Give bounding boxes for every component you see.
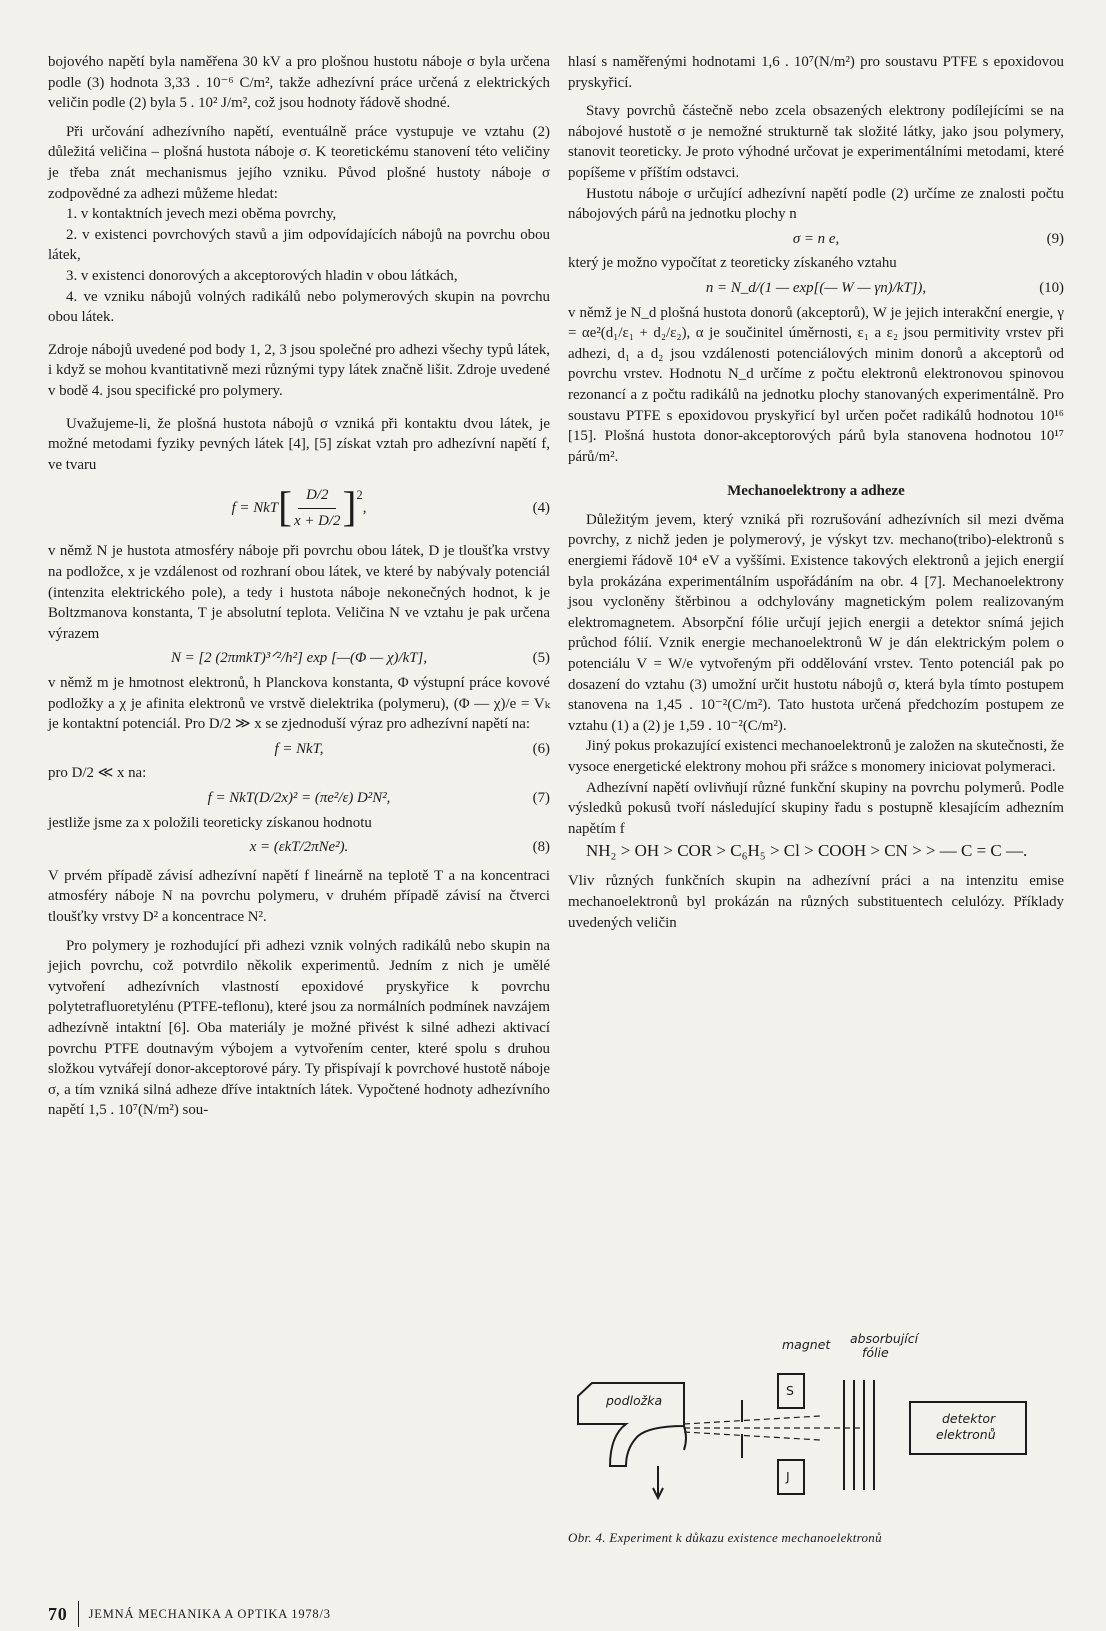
equation-5 — [48, 648, 550, 669]
section-heading: Mechanoelektrony a adheze — [727, 483, 905, 500]
list-item: 3. v existenci donorových a akceptorových hladin v obou látkách, — [66, 267, 458, 284]
paragraph: Hustotu náboje σ určující adhezívní napětí podle (2) určíme ze znalosti počtu nábojových párů na jednotku plochy n — [568, 185, 1064, 223]
equation-number: (10) — [1039, 279, 1064, 296]
list-item: 2. v existenci povrchových stavů a jim odpovídajících nábojů na povrchu obou látek, — [48, 226, 550, 264]
footer-divider — [78, 1601, 79, 1627]
paragraph: Zdroje nábojů uvedené pod body 1, 2, 3 jsou společné pro adhezi všechy typů látek, i když se mohou kvantitativně mezi různými typy látek značně lišit. Zdroje uvedené v bodě 4. jsou specifické pro polymery. — [48, 341, 550, 399]
label-substrate: podložka — [606, 1393, 663, 1408]
eq4-denominator: x + D/2 — [294, 512, 341, 529]
figure-caption: Obr. 4. Experiment k důkazu existence mechanoelektronů — [568, 1530, 882, 1545]
equation-body: n = N_d/(1 — exp[(— W — γn)/kT]), — [705, 279, 927, 296]
beam-ray-upper — [684, 1416, 820, 1424]
equation-body: x = (εkT/2πNe²). — [249, 839, 349, 856]
paragraph: jestliže jsme za x položili teoreticky získanou hodnotu — [48, 814, 372, 831]
equation-body: σ = n e, — [792, 230, 840, 247]
paragraph: Při určování adhezívního napětí, eventuálně práce vystupuje ve vztahu (2) důležitá veličina – plošná hustota náboje σ. K teoretickému stanovení této veličiny je třeba znát mechanismus jejího vzniku. Původ plošné hustoty náboje σ zodpovědné za adhezi můžeme hledat: — [48, 123, 550, 202]
paragraph: v němž m je hmotnost elektronů, h Planckova konstanta, Φ výstupní práce kovové podložky a χ je afinita elektronů ve vrstvě dielektrika (polymeru), (Φ — χ)/e = Vₖ je kontaktní potenciál. Pro D/2 ≫ x se zjednoduší výraz pro adhezívní napětí na: — [48, 675, 550, 733]
equation-7 — [48, 788, 550, 809]
equation-number: (5) — [532, 650, 550, 667]
paragraph: Důležitým jevem, který vzniká při rozrušování adhezívních sil mezi dvěma povrchy, z nichž jeden je polymerový, je výskyt tzv. mechano(tribo)-elektronů s energiemi řádově 10⁴ eV a vyššími. Existence takových elektronů a jejich energií byla prokázána experimentálním uspořádáním na obr. 4 [7]. Mechanoelektrony jsou vycloněny štěrbinou a odchylovány magnetickým polem realizovaným elektromagnetem. Absorpční fólie určují jejich energii a detektor snímá jejich průchod fólií. Vznik energie mechanoelektronů W je dán elektrickým polem o potenciálu V = W/e vytvořeným při oddělování vrstev. Tento potenciál pak po dosazení do vztahu (3) umožní určit hustotu nábojů σ, která byla tímto postupem stanovena na 1,45 . 10⁻²(C/m²). Tato hustota určená předchozím postupem ze vztahu (1) a (2) je 1,59 . 10⁻²(C/m²). — [568, 511, 1064, 734]
list-item: 1. v kontaktních jevech mezi oběma povrchy, — [66, 206, 337, 223]
paragraph: bojového napětí byla naměřena 30 kV a pro plošnou hustotu náboje σ byla určena podle (3) hodnota 3,33 . 10⁻⁶ C/m², takže adhezívní práce určená z elektrických veličin podle (2) byla 5 . 10² J/m², což jsou hodnoty řádově shodné. — [48, 54, 550, 112]
right-column — [568, 52, 1064, 933]
functional-group-series: NH₂ > OH > COR > C₆H₅ > Cl > COOH > CN > > — C = C —. — [586, 841, 1028, 861]
equation-10 — [568, 278, 1064, 299]
label-detector-2: elektronů — [936, 1427, 996, 1442]
eq4-lhs: f = NkT — [231, 500, 279, 517]
equation-number: (4) — [532, 500, 550, 517]
paragraph: pro D/2 ≪ x na: — [48, 765, 147, 782]
numbered-list — [48, 204, 550, 328]
label-foils: absorbující — [850, 1331, 919, 1346]
magnet-pole-south — [778, 1460, 804, 1494]
paragraph: Uvažujeme-li, že plošná hustota nábojů σ vzniká při kontaktu dvou látek, je možné metodami fyziky pevných látek [4], [5] získat vztah pro adhezívní napětí f, ve tvaru — [48, 415, 550, 473]
paragraph: Stavy povrchů částečně nebo zcela obsazených elektrony podílejícími se na nábojové hustotě σ je nemožné strukturně tak složité látky, jako jsou polymery, stanovit teoreticky. Je proto výhodné určovat je experimentálními metodami, které popíšeme v příštím odstavci. — [568, 103, 1064, 181]
equation-6 — [48, 739, 550, 760]
paragraph: Vliv různých funkčních skupin na adhezívní práci a na intenzitu emise mechanoelektronů byl prokázán na různých substituentech celulózy. Příklady uvedených veličin — [568, 873, 1064, 931]
paragraph: Jiný pokus prokazující existenci mechanoelektronů je založen na skutečnosti, že vysoce energetické elektrony mohou při srážce s monomery iniciovat polymeraci. — [568, 738, 1064, 775]
paragraph: Adhezívní napětí ovlivňují různé funkční skupiny na povrchu polymerů. Podle výsledků pokusů tvoří následující skupiny řadu s postupně klesajícím adhezním napětím f — [568, 779, 1064, 837]
eq4-fraction — [294, 485, 340, 531]
eq4-exponent: 2 — [356, 488, 363, 503]
equation-number: (8) — [532, 839, 550, 856]
eq4-tail: , — [362, 500, 367, 517]
equation-body: f = NkT(D/2x)² = (πe²/ε) D²N², — [207, 790, 391, 806]
paragraph: Pro polymery je rozhodující při adhezi vznik volných radikálů nebo skupin na jejich povrchu, což potvrdilo několik experimentů. Jedním z nich je umělé vytvoření adhezívních vlastností epoxidové pryskyřice k povrchu polytetrafluoretylénu (PTFE-teflonu), které jsou za normálních podmínek navzájem adhezívně intaktní [6]. Oba materiály je možné přivést k silné adhezi aktivací povrchu PTFE doutnavým výbojem a vytvořením center, které spolu s druhou složkou vytvářejí donor-akceptorové páry. Ty přispívají k povrchové hustotě náboje σ, a tím vzniká silná adheze dříve intaktních látek. Vypočtené hodnoty adhezívního napětí 1,5 . 10⁷(N/m²) sou- — [48, 937, 550, 1119]
label-foils-2: fólie — [862, 1345, 889, 1360]
bracket-left: [ — [278, 485, 293, 532]
label-magnet: magnet — [782, 1337, 831, 1352]
equation-body: f = NkT, — [274, 740, 324, 757]
layer-curve — [684, 1426, 686, 1450]
label-detector: detektor — [942, 1411, 996, 1426]
equation-4 — [48, 485, 550, 531]
paragraph: V prvém případě závisí adhezívní napětí f lineárně na teplotě T a na koncentraci atmosféry náboje N na povrchu polymeru, v druhém případě závisí na čtverci tloušťky vrstvy D² a koncentrace N². — [48, 867, 550, 925]
beam-ray-lower — [684, 1432, 820, 1440]
paragraph: v němž N je hustota atmosféry náboje při povrchu obou látek, D je tloušťka vrstvy na podložce, x je vzdálenost od rozhraní obou látek, ve které by nabývaly potenciál (intenzita elektrického pole), a tedy i hustota náboje nekonečných hodnot, k je Boltzmanova konstanta, T je absolutní teplota. Veličina N ve vztahu je pak určena výrazem — [48, 543, 550, 642]
journal-name: JEMNÁ MECHANIKA A OPTIKA 1978/3 — [88, 1606, 331, 1621]
paragraph: který je možno vypočítat z teoreticky získaného vztahu — [568, 255, 897, 272]
list-item: 4. ve vzniku nábojů volných radikálů nebo polymerových skupin na povrchu obou látek. — [48, 288, 550, 326]
label-pole-s: S — [786, 1383, 794, 1398]
left-column — [48, 52, 550, 1121]
equation-number: (9) — [1046, 230, 1064, 247]
equation-8 — [48, 837, 550, 858]
equation-9 — [568, 229, 1064, 250]
paragraph: hlasí s naměřenými hodnotami 1,6 . 10⁷(N/m²) pro soustavu PTFE s epoxidovou pryskyřicí. — [568, 54, 1064, 91]
paragraph: v němž je N_d plošná hustota donorů (akceptorů), W je jejich interakční energie, γ = αe²(d₁/ε₁ + d₂/ε₂), α je součinitel úměrnosti, ε₁ a ε₂ jsou permitivity vrstev při adhezi, d₁ a d₂ jsou vzdálenosti potenciálových minim donorů a akceptorů od povrchu vrstev. Hodnotu N_d určíme z počtu elektronů elektronovou spinovou rezonancí a z počtu radikálů na jednotku plochy stanovaných experimentálně. Pro soustavu PTFE s epoxidovou pryskyřicí byl určen počet radikálů hodnotou 10¹⁶ [15]. Plošná hustota donor-akceptorových párů byla stanovena hodnotou 10¹⁷ párů/m². — [568, 304, 1064, 465]
equation-number: (6) — [532, 740, 550, 757]
page-footer — [48, 1601, 331, 1627]
eq4-numerator: D/2 — [298, 485, 336, 509]
equation-body: N = [2 (2πmkT)³ᐟ²/h²] exp [—(Φ — χ)/kT], — [170, 650, 428, 667]
equation-number: (7) — [532, 790, 550, 806]
bracket-right: ] — [342, 485, 357, 532]
page-number: 70 — [48, 1603, 68, 1624]
label-pole-j: J — [786, 1469, 790, 1484]
